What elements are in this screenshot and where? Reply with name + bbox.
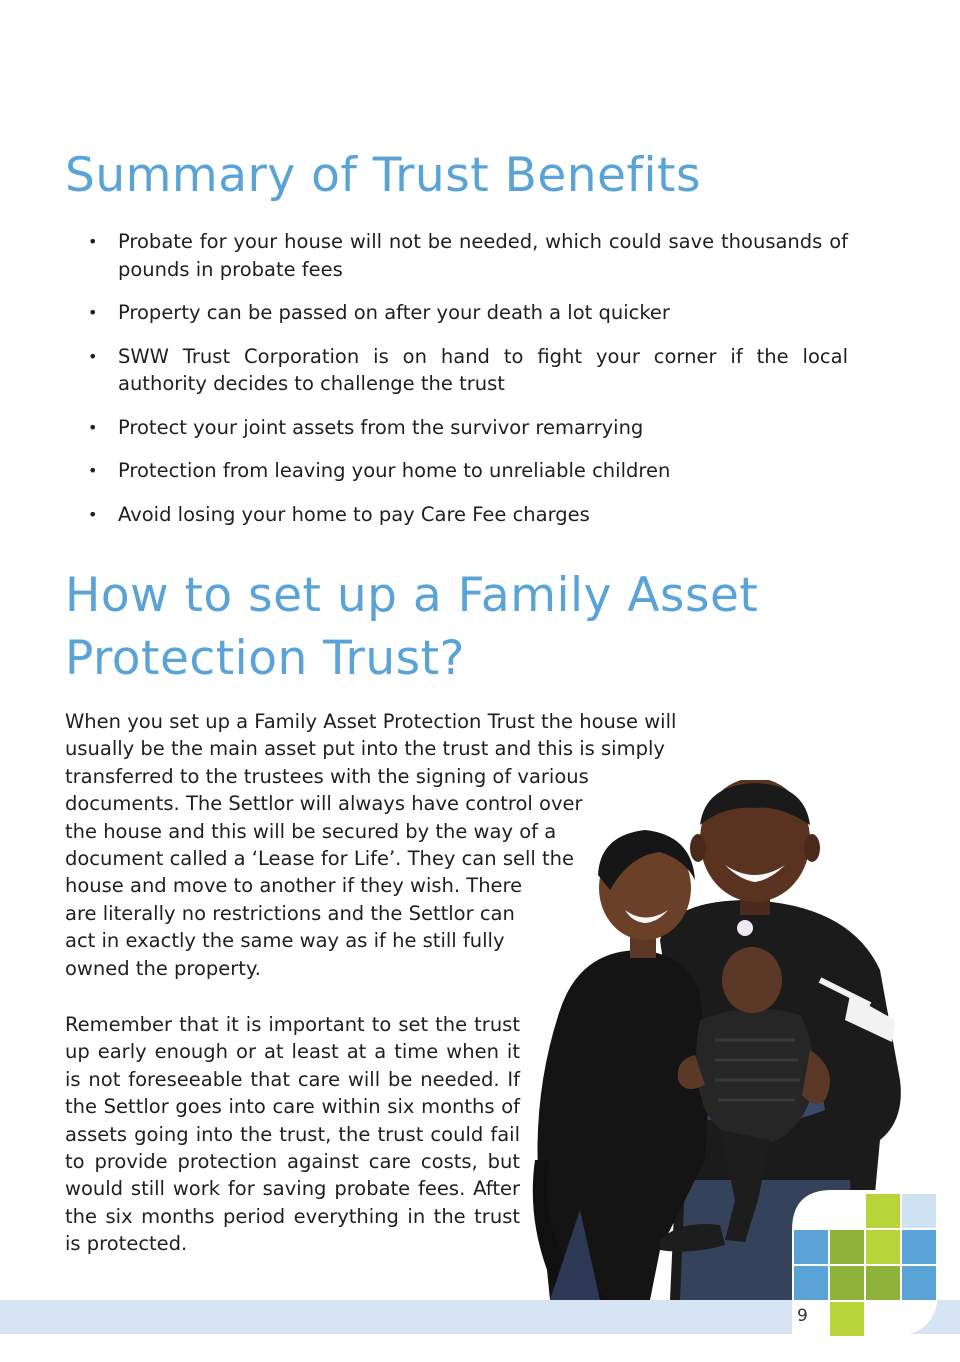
page-number: 9 [797, 1306, 808, 1326]
text-line: When you set up a Family Asset Protection Trust the house will [65, 710, 677, 733]
text-line: the house and this will be secured by the way of a [65, 819, 557, 843]
section-title-summary: Summary of Trust Benefits [65, 148, 701, 203]
list-item: • SWW Trust Corporation is on hand to fight your corner if the local authority decides to challenge the trust [88, 344, 848, 395]
bullet-icon: • [88, 303, 98, 322]
bullet-icon: • [88, 232, 98, 251]
benefits-list [88, 228, 848, 544]
list-item: • Property can be passed on after your death a lot quicker [88, 299, 848, 327]
section-title-how-to: How to set up a Family Asset Protection Trust? [65, 568, 759, 686]
text-line: are literally no restrictions and the Settlor can [65, 901, 515, 925]
bullet-icon: • [88, 346, 98, 366]
list-item: • Protect your joint assets from the survivor remarrying [88, 414, 848, 442]
text-line: transferred to the trustees with the signing of various [65, 764, 589, 788]
text-line: act in exactly the same way as if he still fully [65, 929, 505, 953]
bullet-icon: • [88, 504, 98, 524]
text-line: house and move to another if they wish. There [65, 874, 523, 898]
text-line: owned the property. [65, 956, 261, 980]
grid-logo [792, 1190, 938, 1336]
bullet-icon: • [88, 461, 98, 480]
text-line: documents. The Settlor will always have control over [65, 792, 583, 816]
list-item: • Avoid losing your home to pay Care Fee charges [88, 501, 848, 529]
list-item: • Probate for your house will not be needed, which could save thousands of pounds in probate fees [88, 230, 848, 281]
bullet-icon: • [88, 417, 98, 437]
text-line: document called a ‘Lease for Life’. They can sell the [65, 847, 575, 871]
list-item: • Protection from leaving your home to unreliable children [88, 457, 848, 485]
paragraph-timing: Remember that it is important to set the trust up early enough or at least at a time when it is not foreseeable that care will be needed. If the Settlor goes into care within six months of assets going into the trust, the trust could fail to provide protection against care costs, but would still work for saving probate fees. After the six months period everything in the trust is protected. [65, 1013, 520, 1256]
text-line: usually be the main asset put into the trust and this is simply [65, 737, 665, 761]
